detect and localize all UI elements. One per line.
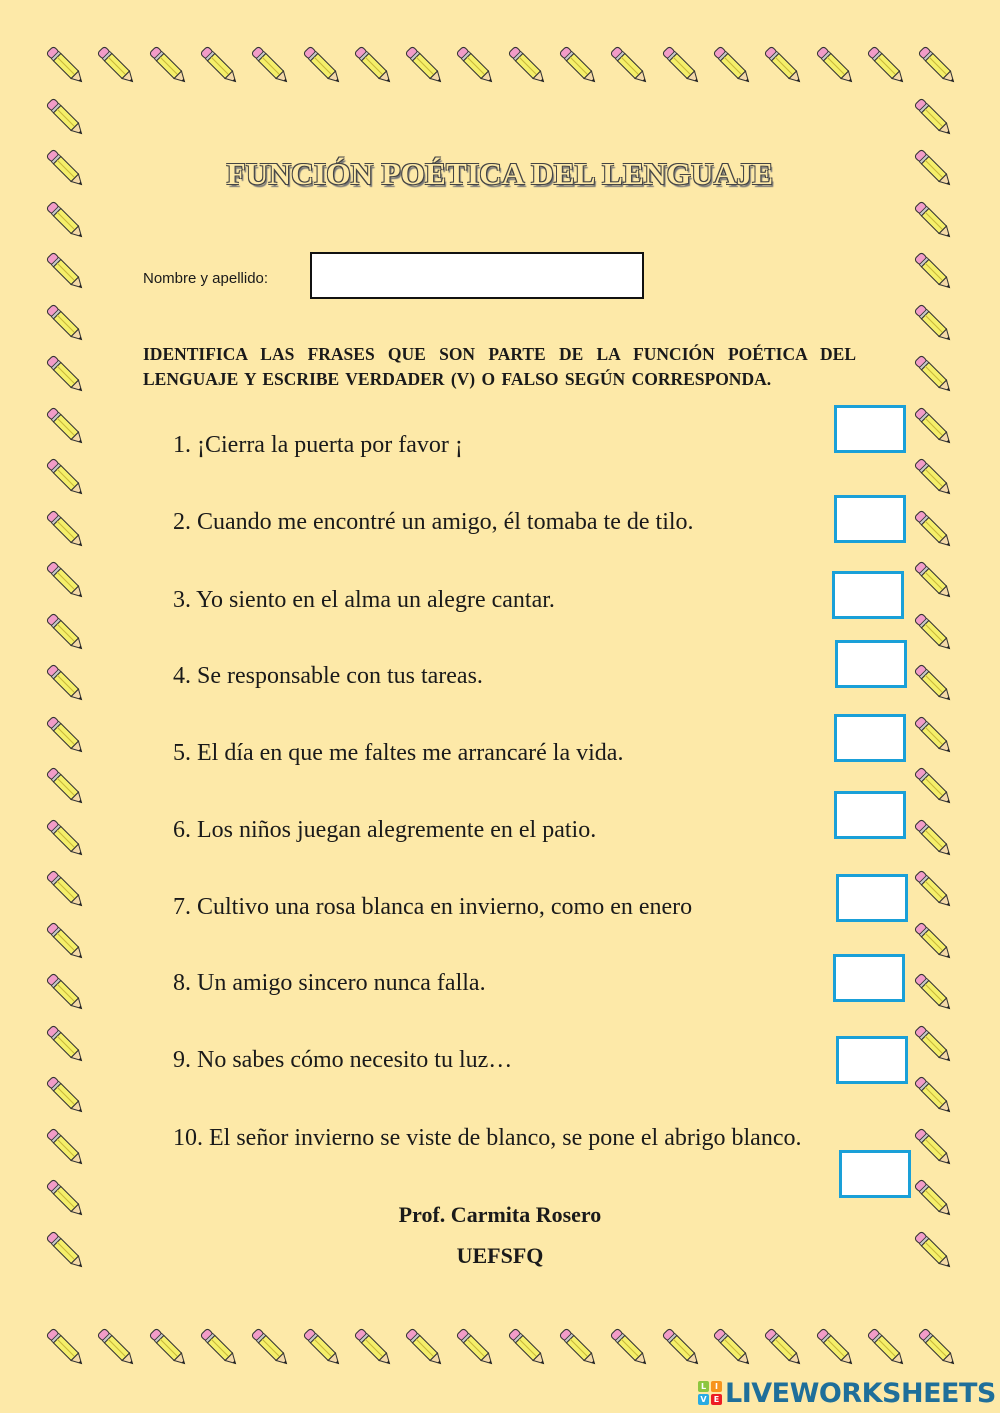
pencil-icon [604,40,656,92]
pencil-icon [194,1322,246,1374]
question-3: 3. Yo siento en el alma un alegre cantar. [173,587,555,613]
pencil-icon [297,1322,349,1374]
page-title: FUNCIÓN POÉTICA DEL LENGUAJE [226,156,774,191]
pencil-icon [908,607,960,659]
pencil-icon [908,92,960,144]
answer-box-5[interactable] [834,714,906,762]
pencil-icon [40,298,92,350]
pencil-icon [908,864,960,916]
pencil-icon [40,92,92,144]
school-name: UEFSFQ [456,1243,544,1268]
pencil-icon [908,1070,960,1122]
mark-letter: L [698,1381,709,1392]
question-6: 6. Los niños juegan alegremente en el patio. [173,817,597,843]
pencil-icon [40,1122,92,1174]
pencil-icon [912,1322,964,1374]
pencil-icon [348,40,400,92]
name-label: Nombre y apellido: [143,270,269,287]
pencil-icon [604,1322,656,1374]
question-1: 1. ¡Cierra la puerta por favor ¡ [173,432,463,458]
pencil-icon [502,1322,554,1374]
pencil-icon [908,298,960,350]
instructions-text: IDENTIFICA LAS FRASES QUE SON PARTE DE LA FUNCIÓN POÉTICA DEL LENGUAJE Y ESCRIBE VERDADER (V) O FALSO SEGÚN CORRESPONDA. [143,344,856,389]
pencil-icon [40,195,92,247]
pencil-icon [553,1322,605,1374]
question-5: 5. El día en que me faltes me arrancaré la vida. [173,740,624,766]
pencil-icon [348,1322,400,1374]
pencil-icon [40,710,92,762]
answer-box-7[interactable] [836,874,908,922]
pencil-icon [194,40,246,92]
question-9: 9. No sabes cómo necesito tu luz… [173,1047,513,1073]
pencil-icon [908,504,960,556]
pencil-icon [553,40,605,92]
pencil-icon [91,40,143,92]
pencil-icon [40,246,92,298]
pencil-icon [758,1322,810,1374]
pencil-icon [40,504,92,556]
pencil-icon [40,607,92,659]
pencil-icon [908,555,960,607]
pencil-icon [450,1322,502,1374]
pencil-icon [908,195,960,247]
pencil-icon [758,40,810,92]
pencil-icon [861,40,913,92]
question-2: 2. Cuando me encontré un amigo, él tomaba te de tilo. [173,509,694,535]
pencil-icon [908,401,960,453]
answer-box-6[interactable] [834,791,906,839]
answer-box-4[interactable] [835,640,907,688]
pencil-icon [908,658,960,710]
liveworksheets-text: LIVEWORKSHEETS [725,1377,996,1409]
pencil-icon [40,452,92,504]
mark-letter: I [711,1381,722,1392]
pencil-icon [245,1322,297,1374]
name-input[interactable] [310,252,644,299]
pencil-icon [502,40,554,92]
pencil-icon [810,1322,862,1374]
pencil-icon [40,1322,92,1374]
mark-letter: E [711,1394,722,1405]
pencil-icon [912,40,964,92]
pencil-icon [908,761,960,813]
pencil-icon [908,1019,960,1071]
liveworksheets-logo [698,1376,996,1410]
question-4: 4. Se responsable con tus tareas. [173,663,483,689]
pencil-icon [40,761,92,813]
answer-box-10[interactable] [839,1150,911,1198]
pencil-icon [40,864,92,916]
pencil-icon [908,916,960,968]
pencil-icon [908,710,960,762]
pencil-icon [908,452,960,504]
pencil-icon [861,1322,913,1374]
mark-letter: V [698,1394,709,1405]
pencil-icon [450,40,502,92]
pencil-icon [40,916,92,968]
pencil-icon [91,1322,143,1374]
liveworksheets-mark-icon [698,1381,722,1405]
answer-box-3[interactable] [832,571,904,619]
pencil-icon [908,967,960,1019]
pencil-icon [40,1019,92,1071]
pencil-icon [908,349,960,401]
pencil-icon [40,401,92,453]
question-8: 8. Un amigo sincero nunca falla. [173,970,486,996]
pencil-icon [40,813,92,865]
answer-box-9[interactable] [836,1036,908,1084]
pencil-icon [908,1122,960,1174]
pencil-icon [297,40,349,92]
pencil-icon [40,349,92,401]
author-name: Prof. Carmita Rosero [398,1202,602,1227]
pencil-icon [40,555,92,607]
pencil-icon [40,967,92,1019]
pencil-icon [707,40,759,92]
pencil-icon [143,1322,195,1374]
pencil-icon [40,658,92,710]
pencil-icon [656,40,708,92]
pencil-icon [399,1322,451,1374]
pencil-icon [707,1322,759,1374]
pencil-icon [656,1322,708,1374]
pencil-icon [810,40,862,92]
pencil-icon [143,40,195,92]
answer-box-8[interactable] [833,954,905,1002]
pencil-icon [908,246,960,298]
pencil-icon [908,813,960,865]
answer-box-2[interactable] [834,495,906,543]
answer-box-1[interactable] [834,405,906,453]
pencil-icon [40,40,92,92]
question-10: 10. El señor invierno se viste de blanco, se pone el abrigo blanco. [173,1125,802,1151]
pencil-icon [399,40,451,92]
pencil-icon [40,1070,92,1122]
pencil-icon [245,40,297,92]
question-7: 7. Cultivo una rosa blanca en invierno, como en enero [173,894,693,920]
